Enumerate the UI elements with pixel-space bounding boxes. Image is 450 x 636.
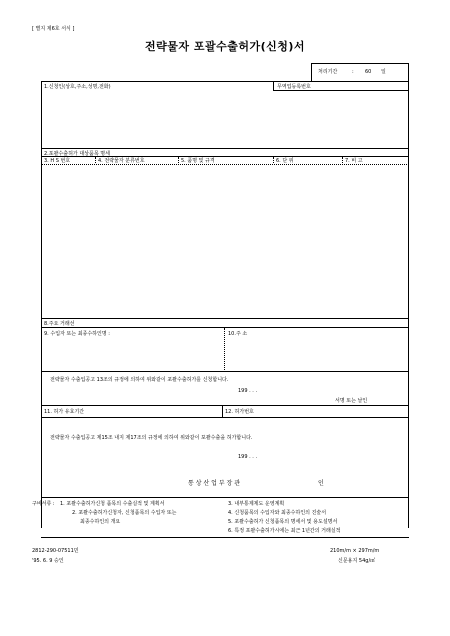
address-field[interactable] <box>226 338 407 370</box>
docs-right-2: 4. 신청품목의 수입자와 최종수하인의 진술서 <box>228 510 327 516</box>
footer-paper-type: 신문용지 54g/㎡ <box>338 558 376 564</box>
importer-field[interactable] <box>42 338 223 370</box>
col-hs-no: 3. H S 번호 <box>44 158 71 164</box>
docs-left-3: 최종수하인의 개요 <box>80 519 121 525</box>
col-strategic-class: 4. 전략물자 분류번호 <box>98 158 145 164</box>
trade-no-field[interactable] <box>273 91 408 148</box>
footer-paper-size: 210m/m × 297m/m <box>330 548 380 554</box>
processing-unit: 일 <box>381 69 386 75</box>
trade-no-label: 무역업등록번호 <box>277 84 311 90</box>
apply-date: 199 . . . <box>238 388 258 394</box>
section8-label: 8.주요 거래선 <box>44 321 75 327</box>
section2-label: 2.포괄수출허가 대상품목 명세 <box>44 151 110 157</box>
docs-left-2: 2. 포괄수출허가신청자, 신청품목의 수입자 또는 <box>72 510 177 516</box>
permit-date: 199 . . . <box>238 454 258 460</box>
page-title: 전략물자 포괄수출허가(신청)서 <box>144 40 306 53</box>
item-list-area[interactable] <box>42 165 408 317</box>
apply-text: 전략물자 수출입공고 13조의 규정에 의하여 위와같이 포괄수출허가를 신청합니다. <box>50 377 229 383</box>
footer-form-no: 2812-290-07511민 <box>32 548 79 554</box>
docs-left-1: 1. 포괄수출허가신청 품목의 수출실적 및 계획서 <box>60 501 165 507</box>
apply-sign: 서명 또는 날인 <box>335 398 368 404</box>
minister-title: 통 상 산 업 부 장 관 <box>188 480 241 487</box>
docs-label: 구비서류 : <box>32 501 55 507</box>
processing-value: 60 <box>365 69 372 75</box>
applicant-label: 1.신청인(상호,주소,성명,전화) <box>44 84 111 90</box>
col-item-name: 5. 품명 및 규격 <box>181 158 215 164</box>
permit-text: 전략물자 수출입공고 제15조 내지 제17조의 규정에 의하여 위와같이 포괄수출을 허가합니다. <box>50 435 253 441</box>
validity-label: 11. 허가 유효기간 <box>44 409 85 415</box>
importer-label: 9. 수입자 또는 최종수하인명 : <box>44 331 110 337</box>
seal-mark: 인 <box>318 480 324 487</box>
form-tag: [ 별지 제6호 서식 ] <box>32 26 75 32</box>
processing-colon: : <box>352 69 354 75</box>
docs-right-4: 6. 특정 포괄수출허가시에는 최근 1년간의 거래실적 <box>228 528 341 534</box>
col-remarks: 7. 비 고 <box>345 158 363 164</box>
processing-label: 처리기간 <box>318 69 338 75</box>
col-unit: 6. 단 위 <box>276 158 294 164</box>
docs-right-3: 5. 포괄수출허가 신청품목의 명세서 및 용도설명서 <box>228 519 338 525</box>
docs-right-1: 3. 내부통제제도 운영계획 <box>228 501 285 507</box>
permit-no-label: 12. 허가번호 <box>225 409 254 415</box>
address-label: 10.주 소 <box>228 331 248 337</box>
footer-approval: '95. 6. 9 승인 <box>32 558 64 564</box>
applicant-field[interactable] <box>42 91 272 148</box>
